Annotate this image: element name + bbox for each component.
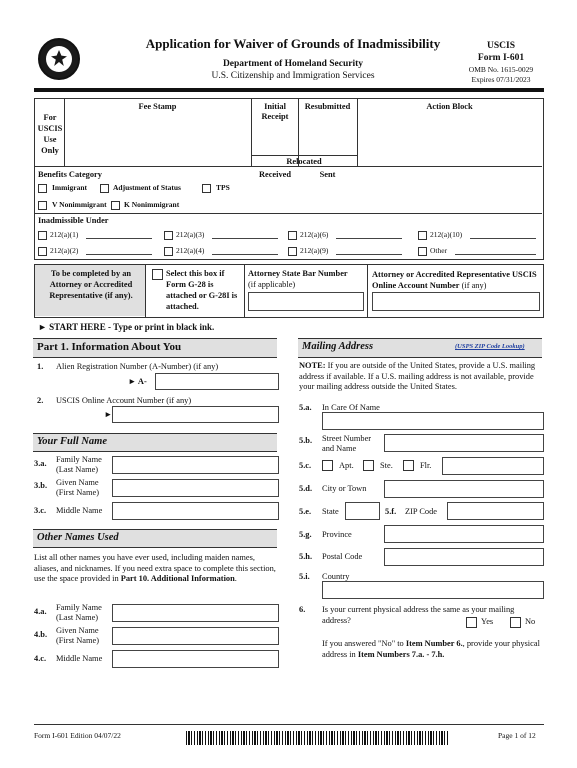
- ground-label: Other: [430, 246, 448, 255]
- full-name-title: Your Full Name: [37, 436, 108, 447]
- other-given-name-label: Given Name (First Name): [56, 626, 100, 645]
- g28-label: Select this box if Form G-28 is attached or G-28I is attached.: [166, 269, 238, 311]
- unit-number-input[interactable]: [442, 457, 544, 475]
- form-edition: Form I-601 Edition 04/07/22: [34, 731, 121, 740]
- g28-checkbox[interactable]: [152, 269, 163, 280]
- apt-label: Apt.: [339, 461, 354, 470]
- header-rule: [34, 88, 544, 92]
- postal-code-label: Postal Code: [322, 552, 363, 561]
- ground-checkbox[interactable]: [288, 247, 297, 256]
- state-select[interactable]: [345, 502, 380, 520]
- v-nonimmigrant-label: V Nonimmigrant: [52, 200, 107, 209]
- ground-checkbox[interactable]: [164, 231, 173, 240]
- mailing-note: NOTE: If you are outside of the United States, provide a U.S. mailing address if available. If a U.S. mailing address is not available, provide your mailing address outside the United States.: [299, 361, 536, 391]
- part1-title: Part 1. Information About You: [37, 341, 182, 353]
- immigrant-checkbox[interactable]: [38, 184, 47, 193]
- relocated-label: Relocated: [286, 157, 322, 166]
- q5b-number: 5.b.: [299, 436, 313, 445]
- ground-label: 212(a)(4): [176, 246, 205, 255]
- flr-checkbox[interactable]: [403, 460, 414, 471]
- for-uscis-use-label: For USCIS Use Only: [37, 113, 63, 155]
- q1-number: 1.: [37, 362, 44, 371]
- ste-checkbox[interactable]: [363, 460, 374, 471]
- online-account-number-label: USCIS Online Account Number (if any): [56, 396, 192, 405]
- v-nonimmigrant-checkbox[interactable]: [38, 201, 47, 210]
- other-family-name-input[interactable]: [112, 604, 279, 622]
- uscis-label: USCIS: [487, 41, 515, 51]
- resubmitted-label: Resubmitted: [304, 102, 351, 111]
- other-middle-name-label: Middle Name: [56, 654, 103, 663]
- physical-address-instruction: If you answered "No" to Item Number 6., provide your physical address in Item Numbers 7.a. - 7.h.: [322, 639, 540, 659]
- city-label: City or Town: [322, 484, 367, 493]
- zip-label: ZIP Code: [405, 507, 438, 516]
- inadmissible-under-label: Inadmissible Under: [38, 216, 109, 225]
- k-nonimmigrant-label: K Nonimmigrant: [124, 200, 180, 209]
- ground-checkbox[interactable]: [164, 247, 173, 256]
- street-input[interactable]: [384, 434, 544, 452]
- province-input[interactable]: [384, 525, 544, 543]
- city-input[interactable]: [384, 480, 544, 498]
- mailing-address-title: Mailing Address: [302, 341, 374, 352]
- q4b-number: 4.b.: [34, 630, 48, 639]
- q5h-number: 5.h.: [299, 552, 313, 561]
- family-name-label: Family Name (Last Name): [56, 455, 102, 474]
- yes-label: Yes: [481, 617, 494, 626]
- country-label: Country: [322, 572, 350, 581]
- department-name: Department of Homeland Security: [222, 59, 364, 69]
- form-number: Form I-601: [477, 53, 525, 63]
- ground-label: 212(a)(6): [300, 230, 329, 239]
- q6-number: 6.: [299, 605, 306, 614]
- care-of-input[interactable]: [322, 412, 544, 430]
- middle-name-input[interactable]: [112, 502, 279, 520]
- online-account-arrow: ►: [104, 410, 113, 419]
- tps-checkbox[interactable]: [202, 184, 211, 193]
- barcode: [186, 731, 448, 745]
- omb-number: OMB No. 1615-0029: [468, 65, 534, 74]
- fee-stamp-label: Fee Stamp: [138, 102, 177, 111]
- q2-number: 2.: [37, 396, 44, 405]
- ground-checkbox[interactable]: [288, 231, 297, 240]
- immigrant-label: Immigrant: [52, 183, 87, 192]
- adjustment-label: Adjustment of Status: [113, 183, 181, 192]
- other-family-name-label: Family Name (Last Name): [56, 603, 102, 622]
- a-number-label: Alien Registration Number (A-Number) (if any): [56, 362, 219, 371]
- flr-label: Flr.: [420, 461, 432, 470]
- ground-label: 212(a)(1): [50, 230, 79, 239]
- street-label: Street Number and Name: [322, 434, 372, 453]
- action-block-label: Action Block: [426, 102, 473, 111]
- q4a-number: 4.a.: [34, 607, 47, 616]
- q3b-number: 3.b.: [34, 481, 48, 490]
- q4c-number: 4.c.: [34, 654, 47, 663]
- online-account-number-input[interactable]: [112, 406, 279, 423]
- sent-label: Sent: [319, 170, 336, 179]
- expiration-date: Expires 07/31/2023: [471, 75, 531, 84]
- zip-input[interactable]: [447, 502, 544, 520]
- same-address-question: Is your current physical address the same as your mailing address?: [322, 605, 515, 625]
- family-name-input[interactable]: [112, 456, 279, 474]
- other-names-instructions: List all other names you have ever used, including maiden names, aliases, and nicknames. If you need extra space to complete this section, use the space provided in Part 10. Additional Information.: [34, 553, 276, 583]
- ground-checkbox[interactable]: [418, 231, 427, 240]
- benefits-category-label: Benefits Category: [38, 170, 102, 179]
- form-title: Application for Waiver of Grounds of Inadmissibility: [145, 36, 441, 51]
- page-number: Page 1 of 12: [498, 731, 536, 740]
- k-nonimmigrant-checkbox[interactable]: [111, 201, 120, 210]
- online-account-label: Attorney or Accredited Representative USCIS Online Account Number (if any): [372, 270, 537, 290]
- attorney-completion-note: To be completed by an Attorney or Accredited Representative (if any).: [49, 269, 133, 300]
- middle-name-label: Middle Name: [56, 506, 103, 515]
- ground-checkbox[interactable]: [418, 247, 427, 256]
- postal-code-input[interactable]: [384, 548, 544, 566]
- q5g-number: 5.g.: [299, 530, 312, 539]
- other-names-title: Other Names Used: [37, 532, 119, 543]
- same-address-no-checkbox[interactable]: [510, 617, 521, 628]
- q5a-number: 5.a.: [299, 403, 312, 412]
- q3a-number: 3.a.: [34, 459, 47, 468]
- apt-checkbox[interactable]: [322, 460, 333, 471]
- ground-label: 212(a)(10): [430, 230, 463, 239]
- state-label: State: [322, 507, 339, 516]
- bar-number-label: Attorney State Bar Number: [248, 269, 348, 278]
- ground-checkbox[interactable]: [38, 247, 47, 256]
- given-name-input[interactable]: [112, 479, 279, 497]
- start-here-instruction: ► START HERE - Type or print in black ink.: [38, 322, 215, 332]
- a-number-prefix: ► A-: [128, 377, 147, 386]
- other-middle-name-input[interactable]: [112, 650, 279, 668]
- other-given-name-input[interactable]: [112, 627, 279, 645]
- care-of-label: In Care Of Name: [322, 403, 380, 412]
- q5e-number: 5.e.: [299, 507, 312, 516]
- country-input[interactable]: [322, 581, 544, 599]
- tps-label: TPS: [216, 183, 230, 192]
- ground-label: 212(a)(2): [50, 246, 79, 255]
- q3c-number: 3.c.: [34, 506, 47, 515]
- q5i-number: 5.i.: [299, 572, 310, 581]
- adjustment-checkbox[interactable]: [100, 184, 109, 193]
- bar-number-qualifier: (if applicable): [248, 280, 296, 289]
- province-label: Province: [322, 530, 352, 539]
- same-address-yes-checkbox[interactable]: [466, 617, 477, 628]
- q5f-number: 5.f.: [385, 507, 397, 516]
- agency-name: U.S. Citizenship and Immigration Services: [211, 71, 375, 81]
- ste-label: Ste.: [380, 461, 393, 470]
- a-number-input[interactable]: [155, 373, 279, 390]
- given-name-label: Given Name (First Name): [56, 478, 100, 497]
- initial-receipt-label: Initial Receipt: [261, 102, 289, 121]
- bar-number-input[interactable]: [248, 292, 364, 311]
- ground-label: 212(a)(3): [176, 230, 205, 239]
- attorney-online-account-input[interactable]: [372, 292, 540, 311]
- ground-label: 212(a)(9): [300, 246, 329, 255]
- received-label: Received: [258, 170, 292, 179]
- no-label: No: [525, 617, 536, 626]
- ground-checkbox[interactable]: [38, 231, 47, 240]
- dhs-seal-icon: [38, 38, 80, 80]
- q5d-number: 5.d.: [299, 484, 313, 493]
- q5c-number: 5.c.: [299, 461, 312, 470]
- zip-lookup-link[interactable]: (USPS ZIP Code Lookup): [455, 343, 525, 350]
